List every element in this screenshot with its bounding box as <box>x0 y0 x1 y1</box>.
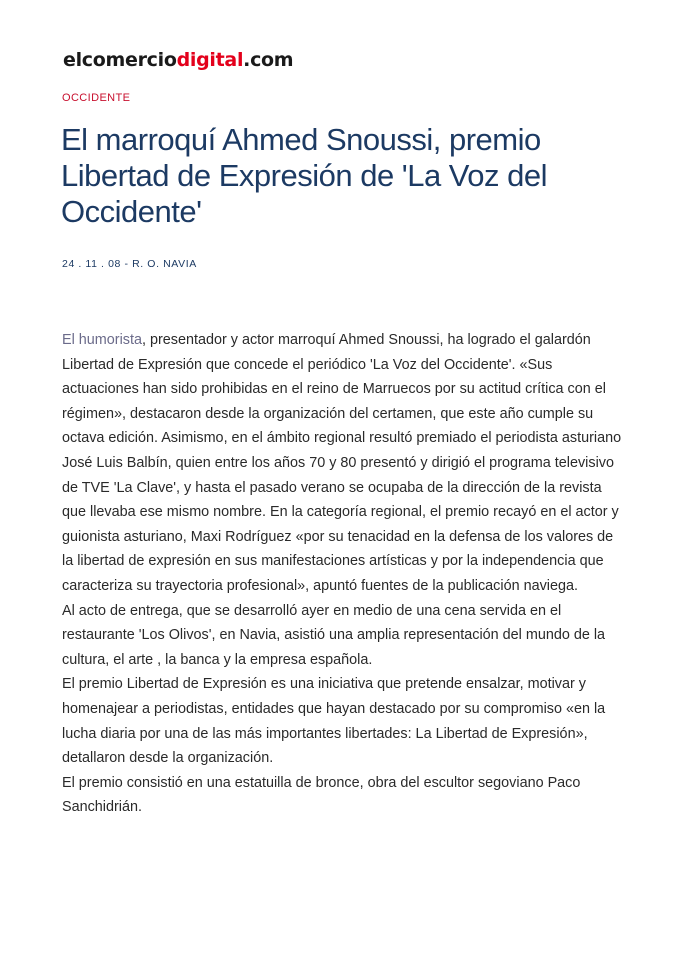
article-headline: El marroquí Ahmed Snoussi, premio Libertad de Expresión de 'La Voz del Occidente' <box>61 122 547 229</box>
logo-text-digital: digital <box>176 49 244 71</box>
article-body <box>62 328 622 820</box>
logo-text-elcomercio: elcomercio <box>63 49 177 71</box>
site-logo[interactable] <box>63 48 293 72</box>
article-paragraph: Al acto de entrega, que se desarrolló ayer en medio de una cena servida en el restaurante 'Los Olivos', en Navia, asistió una amplia representación del mundo de la cultura, el arte , la banca y la empresa española. <box>62 602 606 668</box>
article-paragraph <box>62 328 622 599</box>
logo-text-com: .com <box>243 49 294 71</box>
paragraph-text: , presentador y actor marroquí Ahmed Snoussi, ha logrado el galardón Libertad de Expresión que concede el periódico 'La Voz del Occidente'. «Sus actuaciones han sido prohibidas en el reino de Marruecos por su actitud crítica con el régimen», destacaron desde la organización del certamen, que este año cumple su octava edición. Asimismo, en el ámbito regional resultó premiado el periodista asturiano José Luis Balbín, quien entre los años 70 y 80 presentó y dirigió el programa televisivo de TVE 'La Clave', y hasta el pasado verano se ocupaba de la dirección de la revista que llevaba ese mismo nombre. En la categoría regional, el premio recayó en el actor y guionista asturiano, Maxi Rodríguez «por su tenacidad en la defensa de los valores de la libertad de expresión en sus manifestaciones artísticas y por la independencia que caracteriza su trayectoria profesional», apuntó fuentes de la publicación naviega. <box>62 332 622 594</box>
article-paragraph: El premio Libertad de Expresión es una iniciativa que pretende ensalzar, motivar y homenajear a periodistas, entidades que hayan destacado por su compromiso «en la lucha diaria por una de las más importantes libertades: La Libertad de Expresión», detallaron desde la organización. <box>62 676 606 767</box>
article-byline: 24 . 11 . 08 - R. O. NAVIA <box>62 258 197 270</box>
lead-words: El humorista <box>62 332 142 348</box>
section-label[interactable]: OCCIDENTE <box>62 92 131 104</box>
article-paragraph: El premio consistió en una estatuilla de bronce, obra del escultor segoviano Paco Sanchidrián. <box>62 774 581 816</box>
